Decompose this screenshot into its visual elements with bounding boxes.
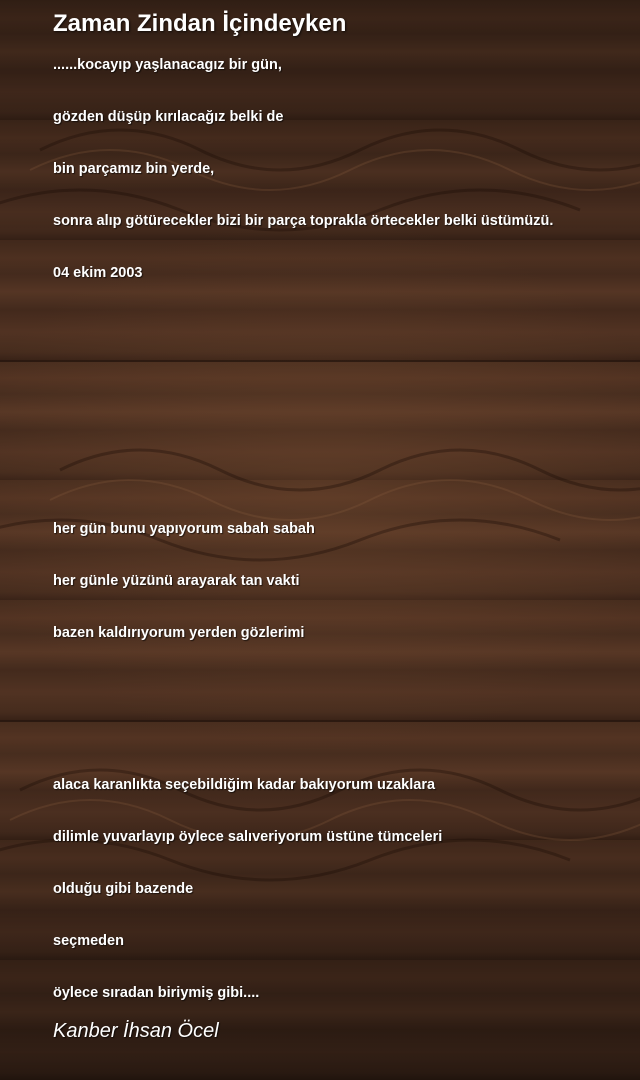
poem-line: alaca karanlıkta seçebildiğim kadar bakıyorum uzaklara xyxy=(53,777,436,793)
poem-author: Kanber İhsan Öcel xyxy=(53,1020,219,1042)
poem-date: 04 ekim 2003 xyxy=(53,265,143,281)
poem-line: ......kocayıp yaşlanacagız bir gün, xyxy=(53,57,282,73)
poem-title: Zaman Zindan İçindeyken xyxy=(53,10,347,37)
poem-line: bazen kaldırıyorum yerden gözlerimi xyxy=(53,625,305,641)
poem-line: sonra alıp götürecekler bizi bir parça toprakla örtecekler belki üstümüzü. xyxy=(53,213,554,229)
poem-line: her günle yüzünü arayarak tan vakti xyxy=(53,573,300,589)
poem-line: olduğu gibi bazende xyxy=(53,881,194,897)
poem-line: her gün bunu yapıyorum sabah sabah xyxy=(53,521,315,537)
poem-line: dilimle yuvarlayıp öylece salıveriyorum üstüne tümceleri xyxy=(53,829,443,845)
poem-line: seçmeden xyxy=(53,933,124,949)
poem-line: bin parçamız bin yerde, xyxy=(53,161,215,177)
poem-line: gözden düşüp kırılacağız belki de xyxy=(53,109,284,125)
poem-line: öylece sıradan biriymiş gibi.... xyxy=(53,985,260,1001)
